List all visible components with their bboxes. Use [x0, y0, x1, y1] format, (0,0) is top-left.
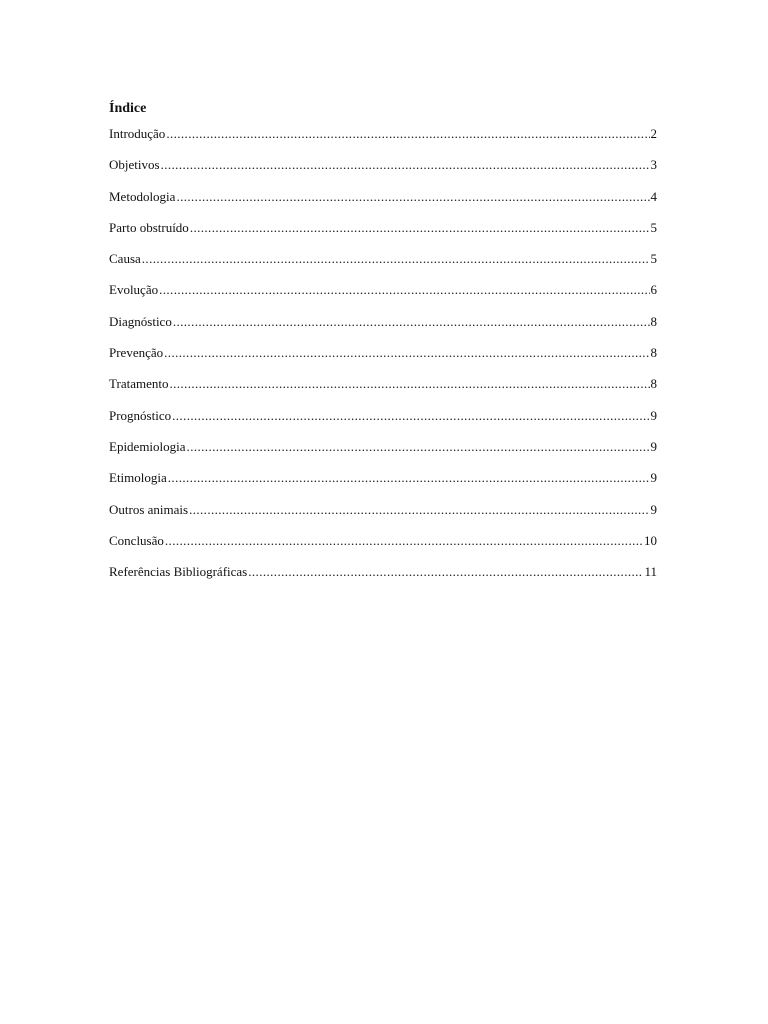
toc-dot-leader: [169, 375, 649, 393]
toc-page-number: 5: [650, 219, 657, 235]
toc-dot-leader: [176, 188, 649, 206]
toc-entry-label: Referências Bibliográficas: [109, 564, 248, 580]
toc-dot-leader: [168, 469, 650, 487]
toc-entry[interactable]: [109, 250, 657, 281]
toc-entry[interactable]: [109, 469, 657, 500]
toc-entry-label: Metodologia: [109, 188, 176, 204]
toc-dot-leader: [248, 563, 643, 581]
toc-entry[interactable]: [109, 375, 657, 406]
toc-entry[interactable]: [109, 281, 657, 312]
toc-page-number: 10: [644, 532, 657, 548]
toc-entry-label: Outros animais: [109, 501, 189, 517]
toc-entry-label: Parto obstruído: [109, 219, 189, 235]
toc-heading: Índice: [109, 101, 147, 116]
toc-page-number: 6: [650, 282, 657, 298]
toc-entry[interactable]: [109, 156, 657, 187]
toc-dot-leader: [166, 125, 649, 143]
toc-entry[interactable]: [109, 532, 657, 563]
toc-entry-label: Causa: [109, 251, 141, 267]
toc-page-number: 8: [650, 313, 657, 329]
toc-entry[interactable]: [109, 125, 657, 156]
toc-entry-label: Prevenção: [109, 345, 164, 361]
toc-entry-label: Evolução: [109, 282, 159, 298]
toc-entry-label: Objetivos: [109, 157, 160, 173]
toc-page-number: 8: [650, 345, 657, 361]
toc-entry[interactable]: [109, 344, 657, 375]
toc-entry-label: Introdução: [109, 126, 166, 141]
toc-page-number: 9: [650, 407, 657, 423]
toc-dot-leader: [164, 344, 649, 362]
toc-dot-leader: [161, 156, 650, 174]
toc-entry[interactable]: [109, 407, 657, 438]
toc-page-number: 9: [650, 470, 657, 486]
toc-dot-leader: [142, 250, 650, 268]
toc-page-number: 11: [644, 564, 657, 580]
toc-entry-label: Conclusão: [109, 532, 164, 548]
toc-page-number: 2: [650, 126, 657, 141]
toc-entry-label: Etimologia: [109, 470, 167, 486]
toc-dot-leader: [187, 438, 650, 456]
toc-entry-label: Tratamento: [109, 376, 169, 392]
toc-entry[interactable]: [109, 438, 657, 469]
toc-dot-leader: [172, 407, 649, 425]
toc-entry[interactable]: [109, 219, 657, 250]
toc-entry[interactable]: [109, 188, 657, 219]
toc-entry-label: Epidemiologia: [109, 438, 186, 454]
toc-entry-label: Diagnóstico: [109, 313, 172, 329]
toc-entry[interactable]: [109, 501, 657, 532]
table-of-contents: [109, 125, 657, 594]
toc-dot-leader: [165, 532, 643, 550]
toc-page-number: 9: [650, 501, 657, 517]
toc-entry[interactable]: [109, 563, 657, 594]
toc-page-number: 8: [650, 376, 657, 392]
toc-entry-label: Prognóstico: [109, 407, 172, 423]
toc-page-number: 3: [650, 157, 657, 173]
toc-dot-leader: [190, 219, 650, 237]
toc-entry[interactable]: [109, 313, 657, 344]
toc-page-number: 9: [650, 438, 657, 454]
toc-page-number: 4: [650, 188, 657, 204]
toc-dot-leader: [173, 313, 650, 331]
toc-dot-leader: [189, 501, 649, 519]
toc-page-number: 5: [650, 251, 657, 267]
toc-dot-leader: [159, 281, 649, 299]
